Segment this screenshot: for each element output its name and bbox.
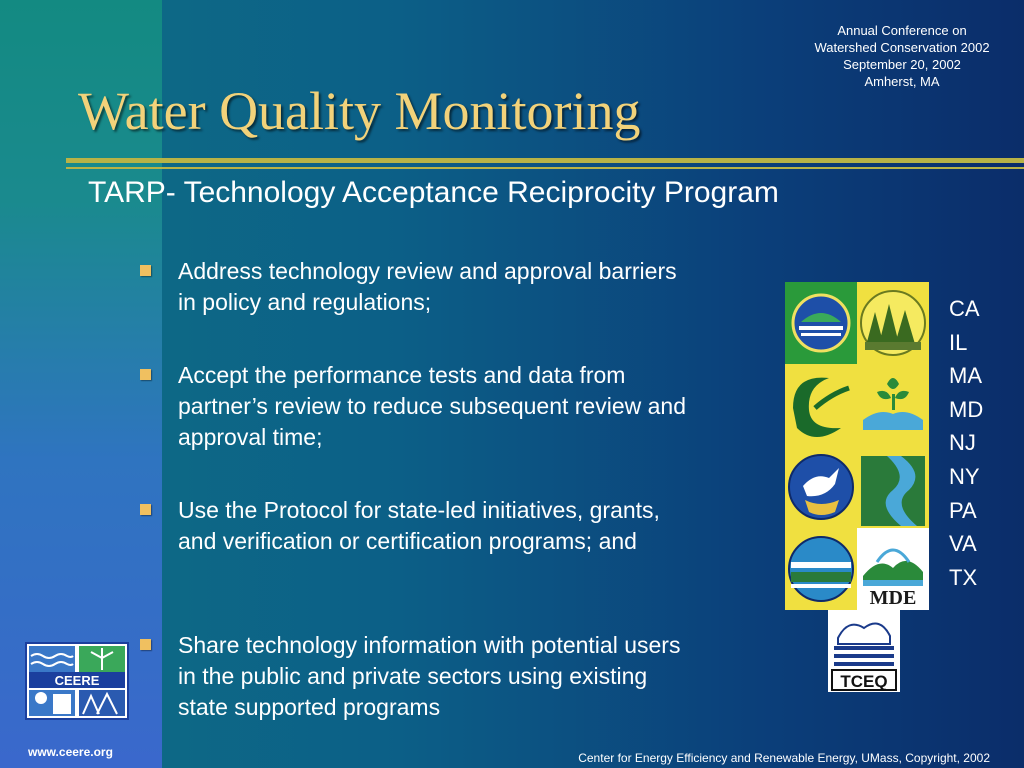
bullet-text: Share technology information with potential users in the public and private sectors using existing state supported programs	[178, 632, 681, 720]
state-logo-ca	[785, 282, 857, 364]
square-bullet-icon	[140, 504, 151, 515]
square-bullet-icon	[140, 369, 151, 380]
state-logo-md	[857, 364, 929, 446]
hands-plant-icon	[857, 364, 929, 446]
state-logo-tx	[828, 610, 900, 692]
conference-info	[792, 22, 1012, 90]
mde-logo-text: MDE	[869, 587, 917, 609]
tceq-icon	[828, 610, 900, 692]
title-divider-thin	[66, 167, 1024, 169]
ceere-website-link[interactable]: www.ceere.org	[28, 745, 113, 759]
bullet-item	[140, 495, 700, 557]
state-code: CA	[949, 296, 980, 321]
state-logo-nj	[785, 446, 857, 528]
slide-footer: Center for Energy Efficiency and Renewable Energy, UMass, Copyright, 2002	[578, 751, 990, 765]
bird-seal-icon	[785, 446, 857, 528]
conference-line-4: Amherst, MA	[864, 74, 940, 89]
conference-line-2: Watershed Conservation 2002	[814, 40, 990, 55]
square-bullet-icon	[140, 265, 151, 276]
slide-subtitle: TARP- Technology Acceptance Reciprocity Program	[88, 176, 779, 209]
conference-line-1: Annual Conference on	[837, 23, 967, 38]
state-logo-il	[857, 282, 929, 364]
state-code: IL	[949, 329, 968, 355]
state-code: PA	[949, 497, 977, 523]
bullet-text: Accept the performance tests and data from partner’s review to reduce subsequent review and approval time;	[178, 362, 686, 450]
state-code: MA	[949, 363, 982, 389]
river-icon	[857, 446, 929, 528]
title-divider-thick	[66, 158, 1024, 163]
slide-title: Water Quality Monitoring	[78, 81, 641, 141]
bullet-text: Address technology review and approval barriers in policy and regulations;	[178, 258, 677, 315]
bullet-text: Use the Protocol for state-led initiatives, grants, and verification or certification programs; and	[178, 497, 660, 554]
mde-icon	[857, 528, 929, 610]
water-circle-icon	[785, 282, 857, 364]
swirl-icon	[785, 364, 857, 446]
state-code: TX	[949, 564, 978, 590]
state-logo-pa	[785, 528, 857, 610]
ceere-logo-icon	[27, 644, 127, 718]
tceq-logo-text: TCEQ	[840, 672, 888, 691]
state-logo-ma	[785, 364, 857, 446]
ceere-logo	[25, 642, 129, 720]
state-logo-mde	[857, 528, 929, 610]
ceere-logo-text: CEERE	[54, 673, 100, 688]
state-logo-ny	[857, 446, 929, 528]
state-code: NJ	[949, 430, 976, 456]
state-list	[949, 292, 983, 594]
bullet-item	[140, 630, 700, 723]
state-code: MD	[949, 396, 984, 422]
bullet-item	[140, 360, 700, 453]
landscape-circle-icon	[785, 528, 857, 610]
conference-line-3: September 20, 2002	[843, 57, 961, 72]
square-bullet-icon	[140, 639, 151, 650]
state-code: NY	[949, 463, 980, 489]
bullet-item	[140, 256, 700, 318]
forest-icon	[857, 282, 929, 364]
state-code: VA	[949, 531, 977, 557]
